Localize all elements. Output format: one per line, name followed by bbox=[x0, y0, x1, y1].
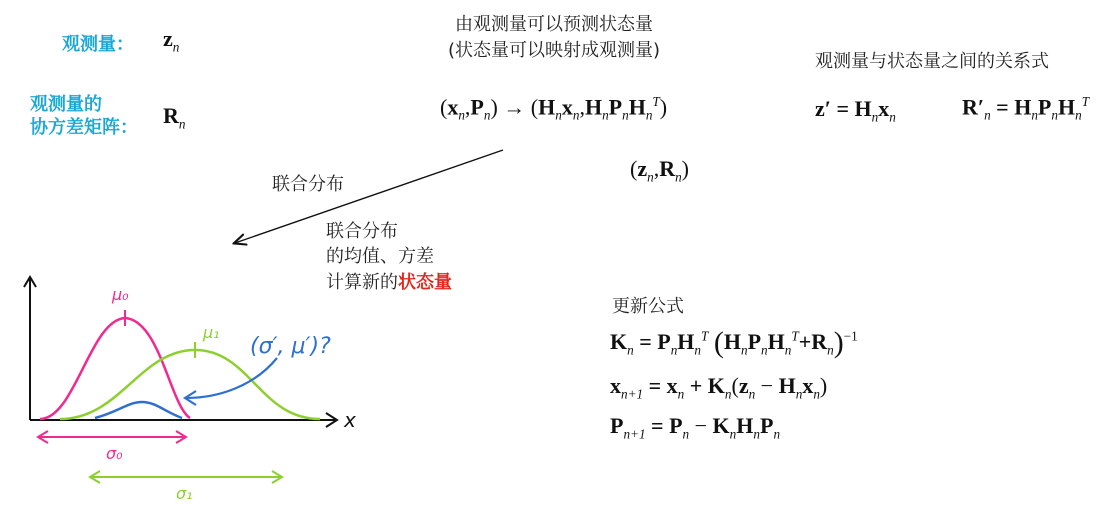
state-highlight: 状态量 bbox=[398, 272, 452, 293]
kalman-gain-formula: $K_n = P_nH_n^T$ $(H_nP_nH_n^T+R_n)^{-1}$ bbox=[610, 326, 858, 359]
x-axis-label: x bbox=[344, 408, 356, 432]
covariance-update-formula: $P_{n+1} = P_n - K_nH_nP_n$ bbox=[610, 413, 781, 442]
covariance-label-line2: 协方差矩阵： bbox=[30, 117, 138, 138]
prediction-note-line2: (状态量可以映射成观测量) bbox=[448, 40, 661, 61]
update-title: 更新公式 bbox=[612, 296, 684, 317]
prediction-note-line1: 由观测量可以预测状态量 bbox=[455, 14, 653, 35]
question-label: (σ′, μ′)? bbox=[250, 334, 331, 359]
joint-stats-line1: 联合分布 bbox=[326, 221, 398, 242]
gaussian-mu1-curve bbox=[60, 350, 320, 419]
joint-arrow bbox=[235, 150, 503, 243]
sigma0-span bbox=[38, 431, 186, 443]
covariance-label-line1: 观测量的 bbox=[30, 94, 102, 115]
relation-formula-z: $z' = H_nx_n$ bbox=[815, 96, 896, 125]
mu1-label: μ₁ bbox=[203, 323, 220, 342]
joint-label: 联合分布 bbox=[272, 174, 344, 195]
joint-stats-line2: 的均值、方差 bbox=[326, 246, 434, 267]
covariance-symbol: $R_n$ bbox=[163, 103, 186, 132]
observation-symbol: $z_n$ bbox=[163, 26, 180, 55]
relation-note: 观测量与状态量之间的关系式 bbox=[815, 51, 1049, 72]
gaussian-mu0-curve bbox=[40, 318, 190, 419]
observation-label: 观测量： bbox=[62, 34, 134, 55]
sigma0-label: σ₀ bbox=[106, 444, 123, 463]
observation-pair: $(z_n,R_n)$ bbox=[630, 156, 689, 185]
sigma1-span bbox=[90, 471, 282, 483]
joint-stats-line3: 计算新的状态量 bbox=[326, 272, 452, 293]
state-update-formula: $x_{n+1} = x_n + K_n(z_n - H_nx_n)$ bbox=[610, 373, 828, 402]
sigma1-label: σ₁ bbox=[176, 484, 193, 503]
relation-formula-r: $R'_n = H_nP_nH_n^T$ bbox=[962, 94, 1090, 123]
gaussian-product-curve bbox=[95, 402, 182, 418]
mapping-formula: $(x_n,P_n) \to (H_nx_n,H_nP_nH_n^T)$ bbox=[440, 94, 668, 123]
mu0-label: μ₀ bbox=[112, 285, 129, 304]
